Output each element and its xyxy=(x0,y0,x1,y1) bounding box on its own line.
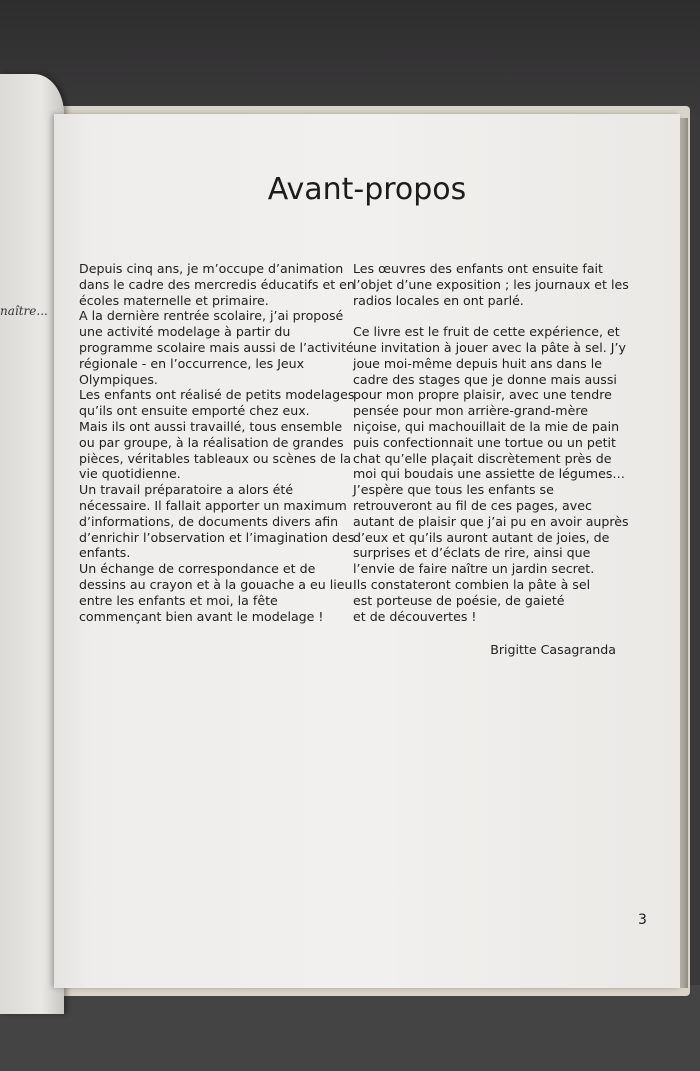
text-line: Les enfants ont réalisé de petits modelages xyxy=(79,387,355,403)
text-line: ou par groupe, à la réalisation de grandes xyxy=(79,434,344,450)
text-line: surprises et d’éclats de rire, ainsi que xyxy=(353,545,591,561)
background-top xyxy=(0,0,700,120)
text-line: Les œuvres des enfants ont ensuite fait xyxy=(353,261,603,276)
text-line: est porteuse de poésie, de gaieté xyxy=(353,592,565,608)
text-line: d’informations, de documents divers afin xyxy=(79,513,339,529)
text-line: Ils constateront combien la pâte à sel xyxy=(353,576,591,592)
text-line: commençant bien avant le modelage ! xyxy=(79,608,324,624)
text-line: A la dernière rentrée scolaire, j’ai proposé xyxy=(79,308,344,324)
book-cover-edge xyxy=(680,118,688,988)
text-line: l’objet d’une exposition ; les journaux et les xyxy=(353,276,629,292)
text-line: dans le cadre des mercredis éducatifs et en xyxy=(79,276,355,292)
page-number: 3 xyxy=(638,912,647,928)
text-line: régionale - en l’occurrence, les Jeux xyxy=(79,355,305,371)
text-line: une activité modelage à partir du xyxy=(79,324,291,340)
text-line: dessins au crayon et à la gouache a eu lieu xyxy=(79,576,353,592)
text-line: Un travail préparatoire a alors été xyxy=(79,482,294,498)
background-bottom xyxy=(0,985,700,1071)
text-line: cadre des stages que je donne mais aussi xyxy=(353,371,617,387)
text-line: Ce livre est le fruit de cette expérience, et xyxy=(353,324,620,340)
text-line: qu’ils ont ensuite emporté chez eux. xyxy=(79,403,310,419)
text-line: Olympiques. xyxy=(79,371,158,387)
text-line: pour mon propre plaisir, avec une tendre xyxy=(353,387,612,403)
text-line: Depuis cinq ans, je m’occupe d’animation xyxy=(79,261,344,276)
left-text-column xyxy=(79,261,369,624)
text-line: l’envie de faire naître un jardin secret. xyxy=(353,561,595,577)
text-line: et de découvertes ! xyxy=(353,608,477,624)
text-line: joue moi-même depuis huit ans dans le xyxy=(353,355,602,371)
text-line: d’eux et qu’ils auront autant de joies, de xyxy=(353,529,610,545)
text-line: moi qui boudais une assiette de légumes… xyxy=(353,466,625,482)
text-line: entre les enfants et moi, la fête xyxy=(79,592,278,608)
text-line: nécessaire. Il fallait apporter un maximum xyxy=(79,497,347,513)
text-line: une invitation à jouer avec la pâte à sel. J’y xyxy=(353,339,626,355)
text-line: radios locales en ont parlé. xyxy=(353,292,524,308)
text-line: Mais ils ont aussi travaillé, tous ensemble xyxy=(79,418,343,434)
text-line: chat qu’elle plaçait discrètement près de xyxy=(353,450,612,466)
text-line: écoles maternelle et primaire. xyxy=(79,292,269,308)
page-title: Avant-propos xyxy=(267,172,467,207)
text-line: enfants. xyxy=(79,545,131,561)
text-line: pièces, véritables tableaux ou scènes de la xyxy=(79,450,352,466)
paragraph-gap xyxy=(353,308,623,324)
text-line: d’enrichir l’observation et l’imagination des xyxy=(79,529,355,545)
author-signature: Brigitte Casagranda xyxy=(490,642,616,657)
text-line: niçoise, qui machouillait de la mie de pain xyxy=(353,418,620,434)
text-line: puis confectionnait une tortue ou un petit xyxy=(353,434,616,450)
text-line: pensée pour mon arrière-grand-mère xyxy=(353,403,588,419)
text-line: retrouveront au fil de ces pages, avec xyxy=(353,497,592,513)
left-page-text-fragment: naître... xyxy=(0,304,48,318)
book-page xyxy=(54,114,680,988)
text-line: programme scolaire mais aussi de l’activité xyxy=(79,339,354,355)
text-line: J’espère que tous les enfants se xyxy=(353,482,554,498)
text-line: autant de plaisir que j’ai pu en avoir auprès xyxy=(353,513,629,529)
text-line: vie quotidienne. xyxy=(79,466,181,482)
right-text-column xyxy=(353,261,629,624)
text-line: Un échange de correspondance et de xyxy=(79,561,316,577)
